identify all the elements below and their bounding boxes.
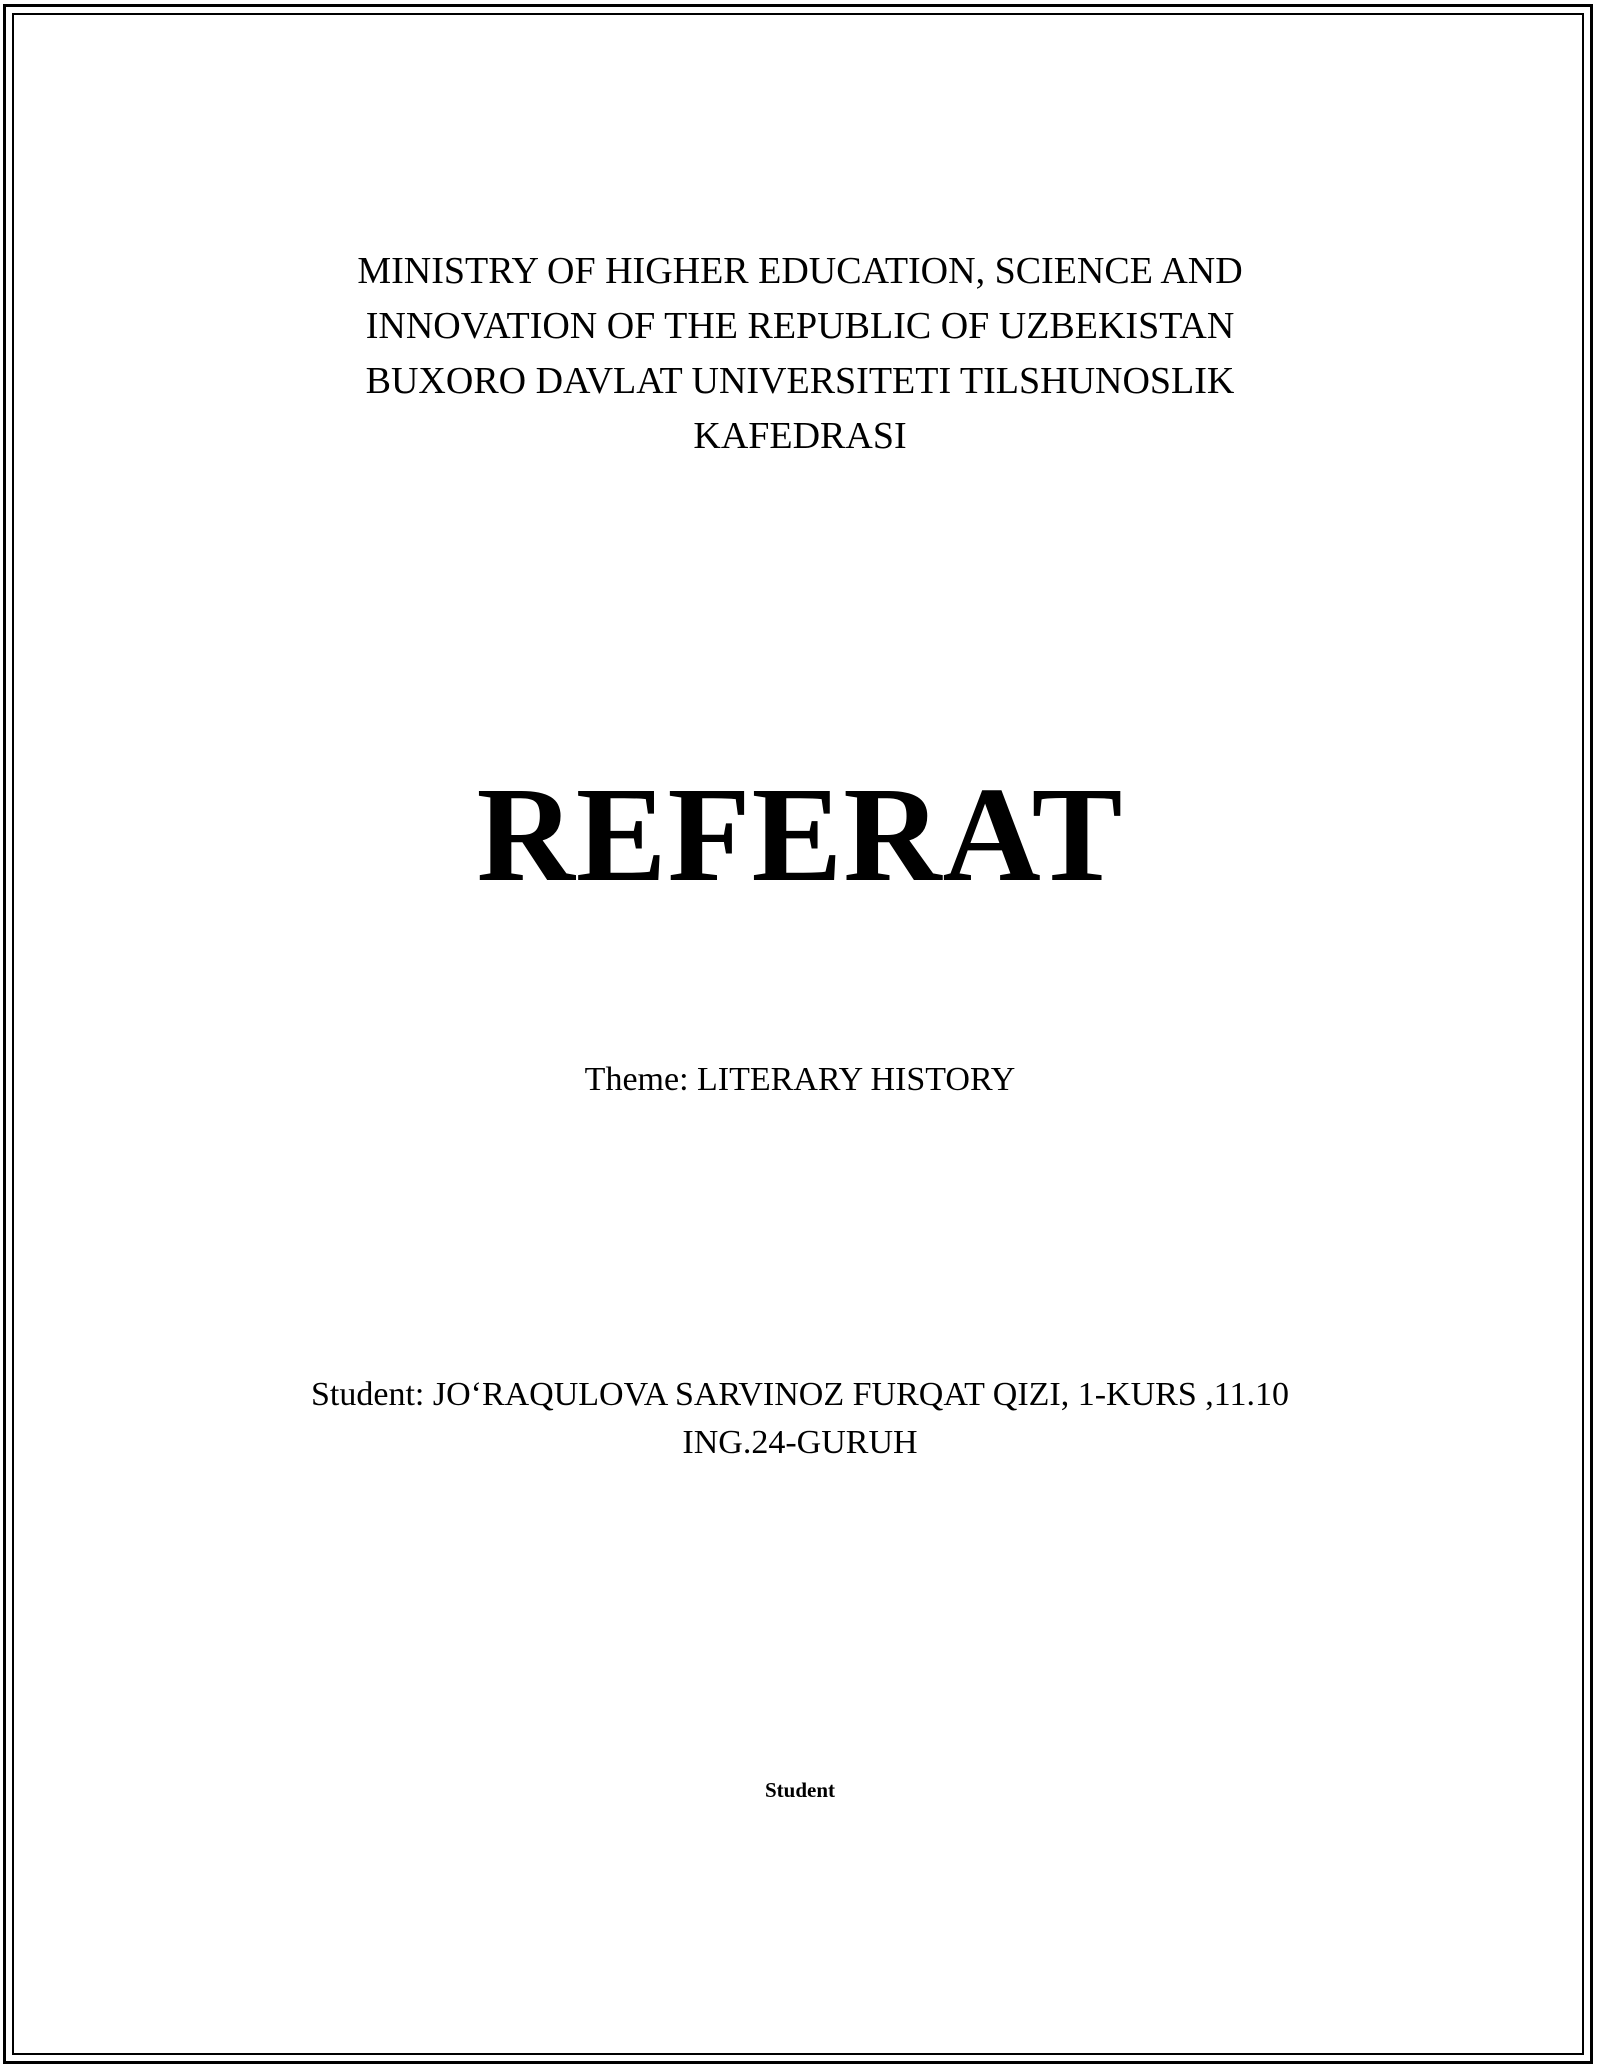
student-line: ING.24-GURUH (682, 1424, 918, 1461)
header-line: INNOVATION OF THE REPUBLIC OF UZBEKISTAN (365, 305, 1235, 347)
header-line: BUXORO DAVLAT UNIVERSITETI TILSHUNOSLIK (365, 360, 1235, 402)
institution-header (0, 244, 1600, 464)
document-title: REFERAT (476, 760, 1124, 910)
theme-line: Theme: LITERARY HISTORY (584, 1061, 1016, 1098)
header-line: KAFEDRASI (693, 415, 907, 457)
student-line: Student: JO‘RAQULOVA SARVINOZ FURQAT QIZI, 1-KURS ,11.10 (311, 1376, 1289, 1413)
header-line: MINISTRY OF HIGHER EDUCATION, SCIENCE AND (357, 250, 1243, 292)
footer-label: Student (764, 1778, 836, 1802)
student-info (0, 1371, 1600, 1467)
